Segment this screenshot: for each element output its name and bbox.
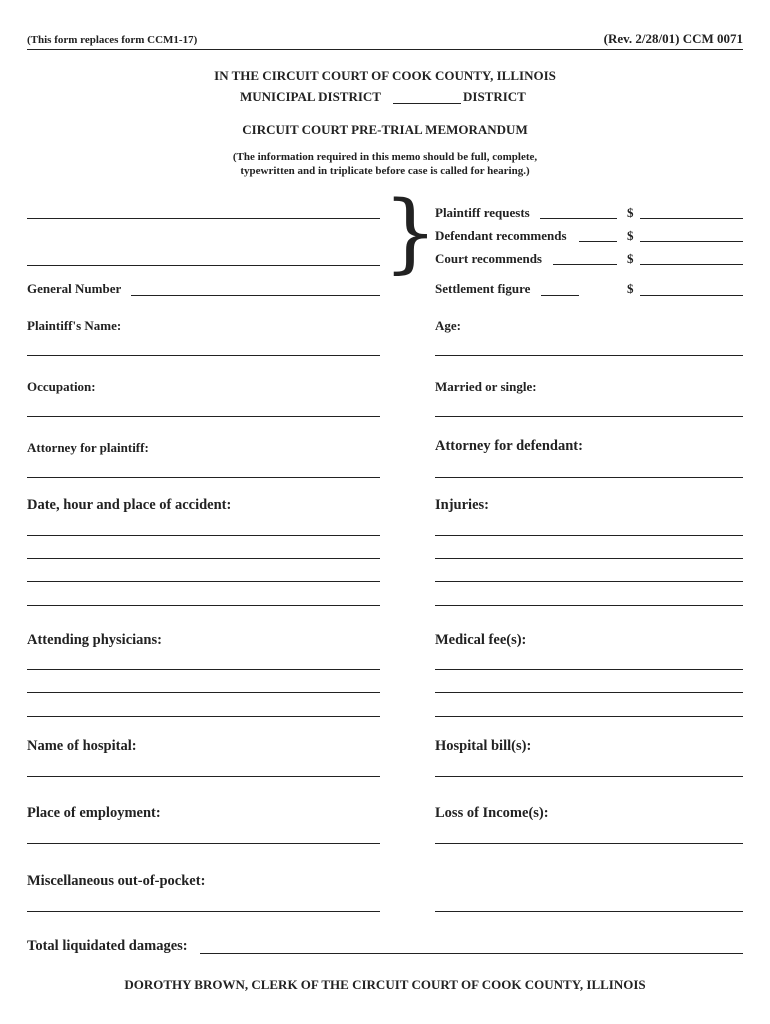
accident-field-3[interactable] [27, 581, 380, 582]
employment-field[interactable] [27, 843, 380, 844]
accident-field-2[interactable] [27, 558, 380, 559]
injuries-field-2[interactable] [435, 558, 743, 559]
plaintiff-name-label: Plaintiff's Name: [27, 318, 122, 333]
medical-fees-label: Medical fee(s): [435, 632, 527, 648]
dollar-sign: $ [627, 281, 634, 296]
loss-income-label: Loss of Income(s): [435, 805, 549, 821]
misc-field-right[interactable] [435, 911, 743, 912]
court-title: IN THE CIRCUIT COURT OF COOK COUNTY, ILLINOIS [214, 68, 556, 83]
hospital-name-field[interactable] [27, 776, 380, 777]
medical-fees-field-1[interactable] [435, 669, 743, 670]
form-revision: (Rev. 2/28/01) CCM 0071 [603, 31, 743, 46]
instructions-line1: (The information required in this memo should be full, complete, [232, 151, 538, 163]
settlement-figure-field[interactable] [541, 295, 579, 296]
employment-label: Place of employment: [27, 805, 161, 821]
dollar-sign: $ [627, 205, 634, 220]
general-number-label: General Number [27, 281, 122, 296]
misc-field-left[interactable] [27, 911, 380, 912]
occupation-label: Occupation: [27, 379, 96, 394]
hospital-bills-label: Hospital bill(s): [435, 738, 532, 754]
accident-field-1[interactable] [27, 535, 380, 536]
plaintiff-requests-label: Plaintiff requests [435, 205, 530, 220]
dollar-sign: $ [627, 251, 634, 266]
brace-icon: } [383, 183, 438, 283]
settlement-figure-label: Settlement figure [435, 281, 531, 296]
dollar-sign: $ [627, 228, 634, 243]
district-suffix: DISTRICT [463, 89, 526, 104]
physicians-label: Attending physicians: [27, 632, 162, 648]
court-recommends-field[interactable] [553, 264, 617, 265]
married-single-label: Married or single: [435, 379, 537, 394]
attorney-defendant-field[interactable] [435, 477, 743, 478]
accident-field-4[interactable] [27, 605, 380, 606]
settlement-figure-amount[interactable] [640, 295, 743, 296]
footer-clerk: DOROTHY BROWN, CLERK OF THE CIRCUIT COURT OF COOK COUNTY, ILLINOIS [124, 977, 646, 992]
age-field[interactable] [435, 355, 743, 356]
form-title: CIRCUIT COURT PRE-TRIAL MEMORANDUM [242, 122, 528, 137]
defendant-recommends-label: Defendant recommends [435, 228, 567, 243]
injuries-field-3[interactable] [435, 581, 743, 582]
physicians-field-1[interactable] [27, 669, 380, 670]
form-replaces-note: (This form replaces form CCM1-17) [27, 34, 198, 46]
total-damages-field[interactable] [200, 953, 743, 954]
injuries-field-4[interactable] [435, 605, 743, 606]
hospital-name-label: Name of hospital: [27, 738, 137, 754]
physicians-field-2[interactable] [27, 692, 380, 693]
married-single-field[interactable] [435, 416, 743, 417]
caption-line-1[interactable] [27, 218, 380, 219]
total-damages-label: Total liquidated damages: [27, 938, 188, 954]
plaintiff-requests-amount[interactable] [640, 218, 743, 219]
misc-label: Miscellaneous out-of-pocket: [27, 873, 206, 889]
injuries-label: Injuries: [435, 497, 489, 513]
court-recommends-label: Court recommends [435, 251, 542, 266]
loss-income-field[interactable] [435, 843, 743, 844]
general-number-field[interactable] [131, 295, 380, 296]
district-field[interactable] [393, 103, 461, 104]
court-recommends-amount[interactable] [640, 264, 743, 265]
attorney-defendant-label: Attorney for defendant: [435, 438, 583, 454]
medical-fees-field-2[interactable] [435, 692, 743, 693]
injuries-field-1[interactable] [435, 535, 743, 536]
occupation-field[interactable] [27, 416, 380, 417]
caption-line-2[interactable] [27, 265, 380, 266]
attorney-plaintiff-field[interactable] [27, 477, 380, 478]
district-label: MUNICIPAL DISTRICT [240, 89, 381, 104]
physicians-field-3[interactable] [27, 716, 380, 717]
plaintiff-name-field[interactable] [27, 355, 380, 356]
defendant-recommends-amount[interactable] [640, 241, 743, 242]
medical-fees-field-3[interactable] [435, 716, 743, 717]
age-label: Age: [435, 318, 461, 333]
instructions-line2: typewritten and in triplicate before case is called for hearing.) [240, 165, 530, 177]
attorney-plaintiff-label: Attorney for plaintiff: [27, 440, 149, 455]
hospital-bills-field[interactable] [435, 776, 743, 777]
defendant-recommends-field[interactable] [579, 241, 617, 242]
plaintiff-requests-field[interactable] [540, 218, 617, 219]
accident-label: Date, hour and place of accident: [27, 497, 232, 513]
header-rule [27, 49, 743, 50]
